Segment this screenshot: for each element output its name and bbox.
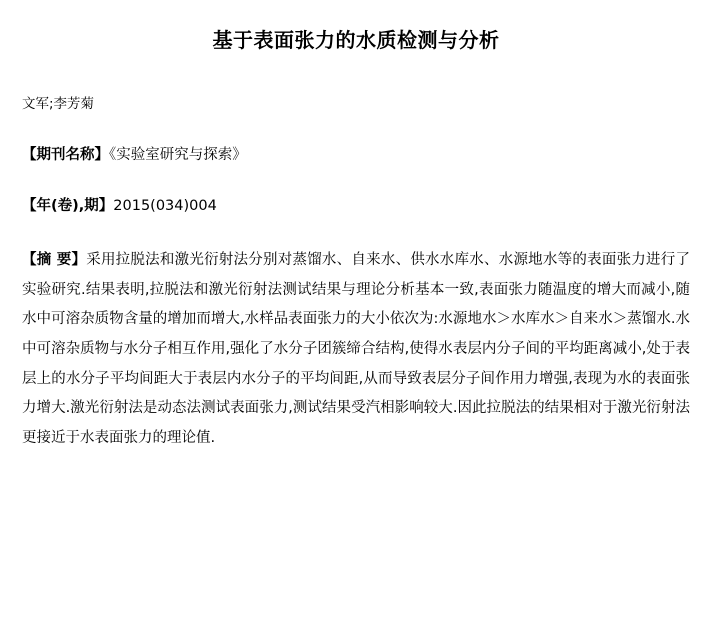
year-volume-issue-row bbox=[22, 194, 690, 219]
abstract-text: 采用拉脱法和激光衍射法分别对蒸馏水、自来水、供水水库水、水源地水等的表面张力进行了实验研究.结果表明,拉脱法和激光衍射法测试结果与理论分析基本一致,表面张力随温度的增大而减小,随水中可溶杂质物含量的增加而增大,水样品表面张力的大小依次为:水源地水＞水库水＞自来水＞蒸馏水.水中可溶杂质物与水分子相互作用,强化了水分子团簇缔合结构,使得水表层内分子间的平均距离减小,处于表层上的水分子平均间距大于表层内水分子的平均间距,从而导致表层分子间作用力增强,表现为水的表面张力增大.激光衍射法是动态法测试表面张力,测试结果受汽相影响较大.因此拉脱法的结果相对于激光衍射法更接近于水表面张力的理论值. bbox=[22, 251, 690, 447]
abstract-section bbox=[22, 246, 690, 454]
year-volume-issue-value: 2015(034)004 bbox=[113, 198, 217, 215]
abstract-label: 【摘 要】 bbox=[22, 251, 87, 268]
author-list: 文军;李芳菊 bbox=[22, 96, 95, 112]
page-title: 基于表面张力的水质检测与分析 bbox=[212, 28, 500, 52]
journal-name-row bbox=[22, 143, 690, 168]
bottom-spacer bbox=[22, 454, 690, 472]
year-volume-issue-label: 【年(卷),期】 bbox=[22, 198, 114, 215]
journal-name-label: 【期刊名称】 bbox=[22, 146, 109, 163]
journal-name-value: 《实验室研究与探索》 bbox=[109, 146, 247, 163]
